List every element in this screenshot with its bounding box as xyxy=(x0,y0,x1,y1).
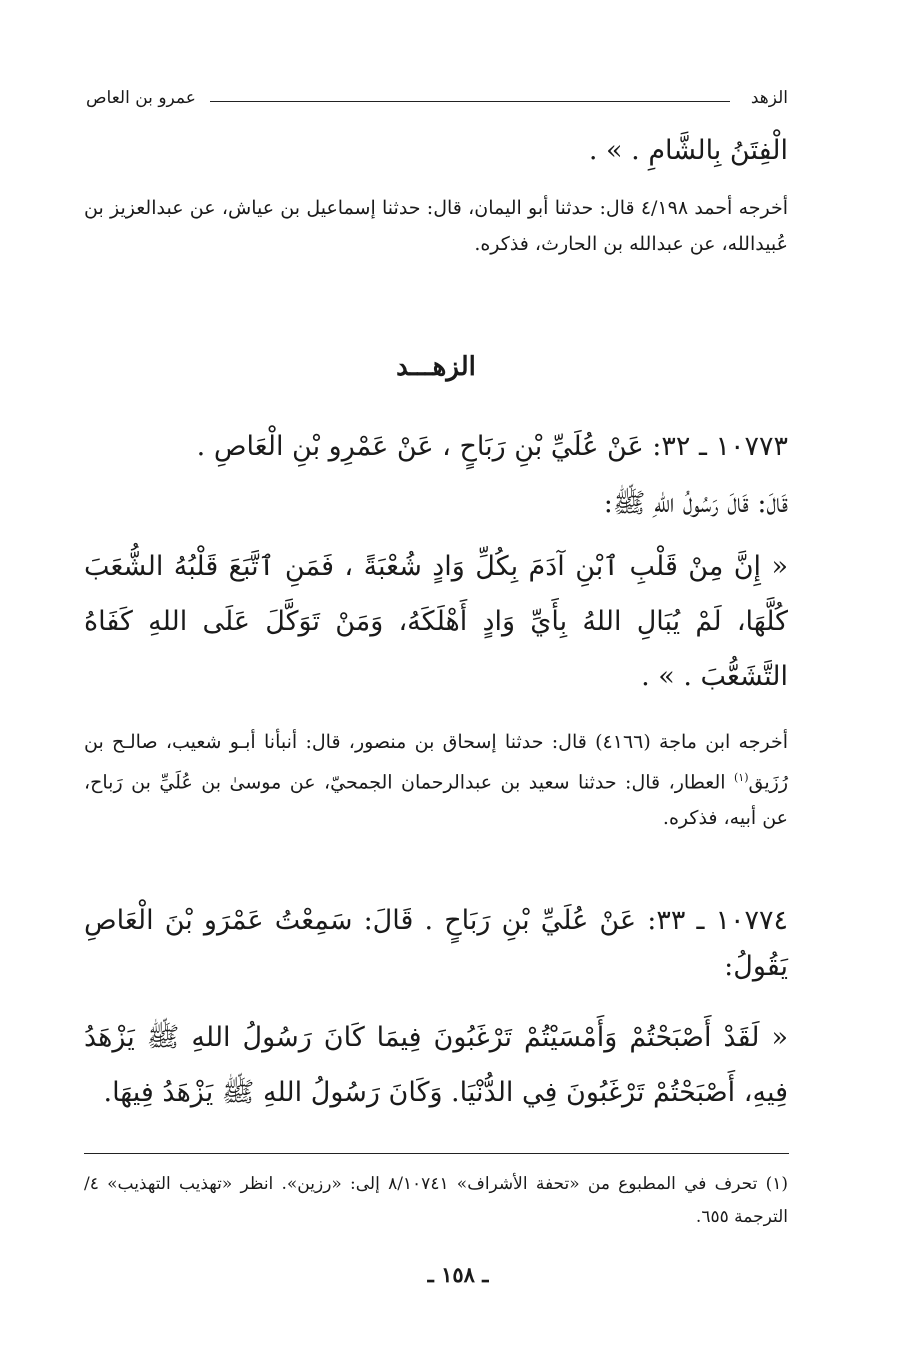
note-2-text-a: أخرجه ابن ماجة (٤١٦٦) قال: حدثنا إسحاق بن منصور، قال: أنبأنا أبـو شعيب، صالـح بن رُزَيق xyxy=(84,731,788,794)
header-narrator: عمرو بن العاص xyxy=(86,88,196,108)
hadith-1-isnad: ١٠٧٧٣ ـ ٣٢: عَنْ عُلَيِّ بْنِ رَبَاحٍ ، عَنْ عَمْرِو بْنِ الْعَاصِ . xyxy=(196,431,788,462)
page-number: ـ ١٥٨ ـ xyxy=(427,1262,489,1287)
footnote-1: (١) تحرف في المطبوع من «تحفة الأشراف» ٨/١٠٧٤١ إلى: «رزين». انظر «تهذيب التهذيب» ٤/الترجمة ٦٥٥. xyxy=(84,1174,788,1227)
takhrij-note-1: أخرجه أحمد ٤/١٩٨ قال: حدثنا أبو اليمان، قال: حدثنا إسماعيل بن عياش، عن عبدالعزيز بن عُبيدالله، عن عبدالله بن الحارث، فذكره. xyxy=(84,197,789,255)
running-header xyxy=(86,88,788,114)
hadith-1-matn: « إِنَّ مِنْ قَلْبِ ٱبْنِ آدَمَ بِكُلِّ وَادٍ شُعْبَةً ، فَمَنِ ٱتَّبَعَ قَلْبُهُ الشُّعَبَ كُلَّهَا، لَمْ يُبَالِ اللهُ بِأَيِّ وَادٍ أَهْلَكَهُ، وَمَنْ تَوَكَّلَ عَلَى اللهِ كَفَاهُ التَّشَعُّبَ . » . xyxy=(84,551,788,692)
previous-hadith-ending: الْفِتَنُ بِالشَّامِ . » . xyxy=(588,135,788,166)
footnote-separator xyxy=(84,1153,789,1154)
note-2-text-b: العطار، قال: حدثنا سعيد بن عبدالرحمان الجمحيّ، عن موسىٰ بن عُلَيِّ بن رَباح، عن أبيه، فذكره. xyxy=(84,771,788,830)
takhrij-note-2 xyxy=(84,724,788,836)
hadith-2-matn: « لَقَدْ أَصْبَحْتُمْ وَأَمْسَيْتُمْ تَرْغَبُونَ فِيمَا كَانَ رَسُولُ اللهِ ﷺ يَزْهَدُ فِيهِ، أَصْبَحْتُمْ تَرْغَبُونَ فِي الدُّنْيَا. وَكَانَ رَسُولُ اللهِ ﷺ يَزْهَدُ فِيهَا. xyxy=(84,1022,788,1108)
footnote-ref-1: (١) xyxy=(734,771,749,784)
header-rule xyxy=(210,101,730,102)
hadith-1-qala: قَالَ: قَالَ رَسُولُ اللهِ ﷺ: xyxy=(603,488,788,519)
section-title: الزهـــد xyxy=(396,352,476,382)
hadith-2-isnad: ١٠٧٧٤ ـ ٣٣: عَنْ عُلَيِّ بْنِ رَبَاحٍ . قَالَ: سَمِعْتُ عَمْرَو بْنَ الْعَاصِ يَقُولُ: xyxy=(84,905,788,982)
header-chapter: الزهد xyxy=(750,88,788,108)
